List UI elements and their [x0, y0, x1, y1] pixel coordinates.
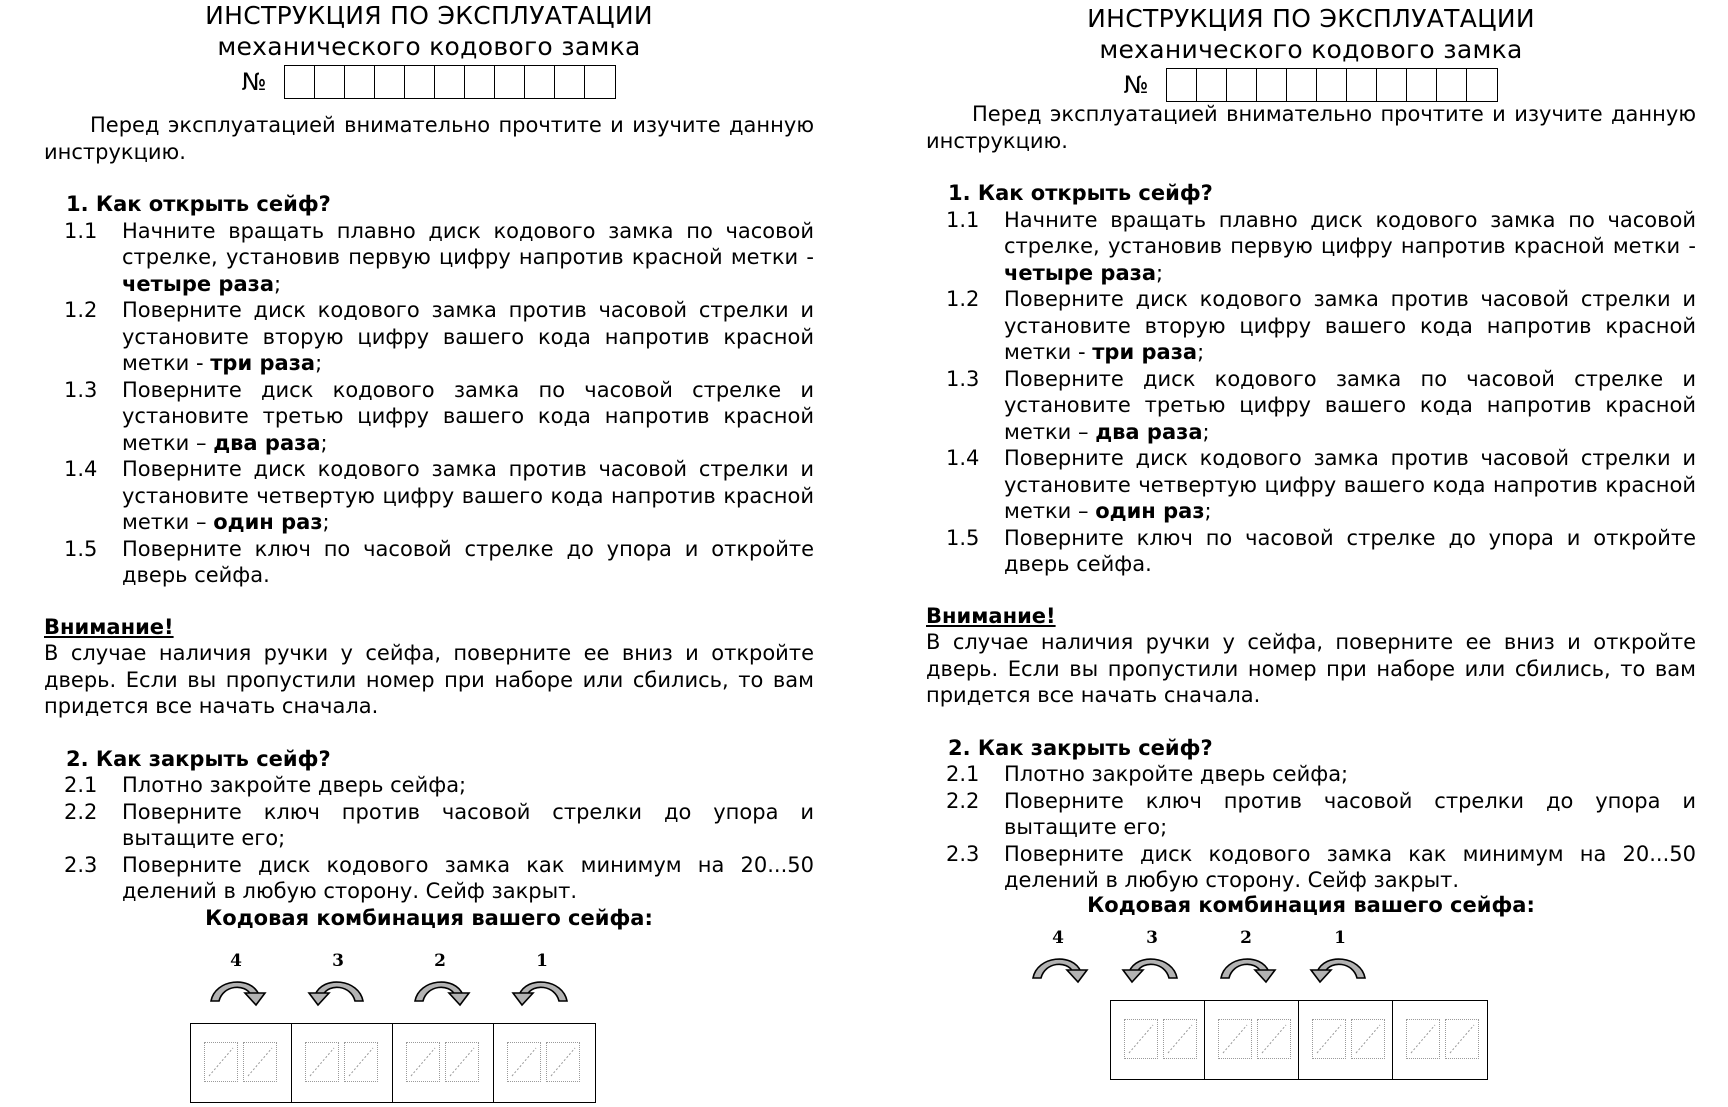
- digit-template-icon: [546, 1042, 580, 1082]
- list-item: [926, 788, 1696, 841]
- item-text: Плотно закройте дверь сейфа;: [1004, 762, 1349, 786]
- item-number: 2.1: [64, 773, 98, 797]
- item-text: Поверните ключ по часовой стрелке до упора и откройте дверь сейфа.: [122, 536, 814, 587]
- item-number: 2.2: [946, 788, 980, 813]
- item-text: Поверните ключ против часовой стрелки до упора и вытащите его;: [1004, 788, 1696, 839]
- code-digit-cell: [494, 1024, 595, 1102]
- item-text: Начните вращать плавно диск кодового замка по часовой стрелке, установив первую цифру напротив красной метки - четыре раза;: [1004, 207, 1696, 285]
- section-open-list: [926, 207, 1696, 578]
- dial-step-number: 4: [1052, 928, 1064, 948]
- list-item: [44, 799, 814, 852]
- warning-heading: Внимание!: [44, 614, 174, 639]
- intro-paragraph: Перед эксплуатацией внимательно прочтите и изучите данную инструкцию.: [926, 102, 1696, 153]
- digit-template-icon: [1351, 1019, 1385, 1059]
- code-digit-cell: [1393, 1001, 1487, 1079]
- dial-step-number: 3: [332, 951, 344, 971]
- item-number: 1.2: [64, 298, 98, 322]
- digit-template-icon: [445, 1042, 479, 1082]
- item-number: 1.4: [946, 446, 980, 470]
- item-number: 2.3: [64, 852, 98, 877]
- serial-digit-box: [555, 66, 585, 98]
- item-text: Поверните диск кодового замка по часовой стрелке и установите третью цифру вашего кода напротив красной метки – два раза;: [122, 377, 814, 455]
- code-digit-cell: [191, 1024, 292, 1102]
- digit-template-icon: [1312, 1019, 1346, 1059]
- item-number: 1.1: [64, 218, 98, 243]
- counterclockwise-arrow-icon: [1121, 950, 1183, 984]
- serial-number-boxes: [284, 65, 616, 99]
- section-open-list: [44, 218, 814, 589]
- serial-digit-box: [375, 66, 405, 98]
- intro-paragraph: Перед эксплуатацией внимательно прочтите и изучите данную инструкцию.: [44, 113, 814, 164]
- serial-digit-box: [345, 66, 375, 98]
- item-text: Поверните ключ против часовой стрелки до упора и вытащите его;: [122, 799, 814, 850]
- item-text: Поверните диск кодового замка как минимум на 20...50 делений в любую сторону. Сейф закрыт.: [1004, 841, 1696, 892]
- code-digit-grid: [190, 1023, 596, 1103]
- list-item: [926, 445, 1696, 525]
- dial-step-number: 2: [434, 951, 446, 971]
- list-item: [926, 286, 1696, 366]
- item-number: 1.3: [946, 366, 980, 391]
- list-item: [926, 761, 1696, 788]
- title-block: [44, 0, 814, 62]
- list-item: [44, 536, 814, 589]
- digit-template-icon: [507, 1042, 541, 1082]
- dial-step: [296, 951, 380, 1007]
- serial-digit-box: [1167, 69, 1197, 101]
- code-digit-cell: [1299, 1001, 1393, 1079]
- dial-step-number: 3: [1146, 928, 1158, 948]
- code-digit-cell: [292, 1024, 393, 1102]
- dial-step: [1110, 928, 1194, 984]
- list-item: [926, 525, 1696, 578]
- instruction-page-right: [926, 0, 1696, 1084]
- item-text: Плотно закройте дверь сейфа;: [122, 773, 467, 797]
- serial-digit-box: [585, 66, 615, 98]
- dial-step: [194, 951, 278, 1007]
- title-line-2: механического кодового замка: [1099, 35, 1523, 64]
- serial-digit-box: [1197, 69, 1227, 101]
- warning-heading: Внимание!: [926, 603, 1056, 628]
- item-number: 1.5: [64, 536, 98, 561]
- digit-template-icon: [243, 1042, 277, 1082]
- serial-digit-box: [1437, 69, 1467, 101]
- digit-template-icon: [305, 1042, 339, 1082]
- clockwise-arrow-icon: [205, 973, 267, 1007]
- instruction-page-left: [44, 0, 814, 1107]
- item-text: Поверните ключ по часовой стрелке до упора и откройте дверь сейфа.: [1004, 525, 1696, 576]
- list-item: [44, 772, 814, 799]
- title-line-1: ИНСТРУКЦИЯ ПО ЭКСПЛУАТАЦИИ: [1087, 4, 1535, 33]
- instruction-body: [926, 101, 1696, 918]
- counterclockwise-arrow-icon: [511, 973, 573, 1007]
- dial-step: [500, 951, 584, 1007]
- digit-template-icon: [204, 1042, 238, 1082]
- clockwise-arrow-icon: [1027, 950, 1089, 984]
- code-digit-cell: [393, 1024, 494, 1102]
- list-item: [44, 218, 814, 298]
- serial-digit-box: [285, 66, 315, 98]
- instruction-body: [44, 112, 814, 931]
- item-number: 2.3: [946, 841, 980, 866]
- digit-template-icon: [1445, 1019, 1479, 1059]
- item-text: Поверните диск кодового замка против часовой стрелки и установите четвертую цифру вашего кода напротив красной метки – один раз;: [1004, 446, 1696, 523]
- dial-step: [1204, 928, 1288, 984]
- counterclockwise-arrow-icon: [1309, 950, 1371, 984]
- list-item: [926, 366, 1696, 446]
- serial-digit-box: [1377, 69, 1407, 101]
- clockwise-arrow-icon: [1215, 950, 1277, 984]
- section-open-heading: 1. Как открыть сейф?: [66, 192, 331, 216]
- list-item: [926, 207, 1696, 287]
- serial-digit-box: [1257, 69, 1287, 101]
- digit-template-icon: [1257, 1019, 1291, 1059]
- section-close-list: [926, 761, 1696, 894]
- title-block: [926, 3, 1696, 65]
- combination-diagram: [44, 937, 814, 1107]
- serial-digit-box: [315, 66, 345, 98]
- item-number: 2.2: [64, 799, 98, 824]
- serial-digit-box: [1317, 69, 1347, 101]
- digit-template-icon: [344, 1042, 378, 1082]
- item-number: 1.3: [64, 377, 98, 402]
- code-digit-cell: [1205, 1001, 1299, 1079]
- title-line-1: ИНСТРУКЦИЯ ПО ЭКСПЛУАТАЦИИ: [205, 1, 653, 30]
- dial-step-number: 2: [1240, 928, 1252, 948]
- item-text: Поверните диск кодового замка как минимум на 20...50 делений в любую сторону. Сейф закрыт.: [122, 852, 814, 903]
- serial-number-label: №: [1123, 71, 1149, 99]
- serial-digit-box: [495, 66, 525, 98]
- serial-digit-box: [465, 66, 495, 98]
- item-number: 2.1: [946, 762, 980, 786]
- serial-digit-box: [405, 66, 435, 98]
- digit-template-icon: [1406, 1019, 1440, 1059]
- item-text: Поверните диск кодового замка против часовой стрелки и установите вторую цифру вашего кода напротив красной метки - три раза;: [1004, 287, 1696, 364]
- digit-template-icon: [1218, 1019, 1252, 1059]
- serial-digit-box: [1287, 69, 1317, 101]
- digit-template-icon: [1124, 1019, 1158, 1059]
- list-item: [44, 456, 814, 536]
- serial-digit-box: [1407, 69, 1437, 101]
- item-number: 1.2: [946, 287, 980, 311]
- combination-title: Кодовая комбинация вашего сейфа:: [1087, 892, 1535, 917]
- item-text: Начните вращать плавно диск кодового замка по часовой стрелке, установив первую цифру напротив красной метки - четыре раза;: [122, 218, 814, 296]
- warning-text: В случае наличия ручки у сейфа, поверните ее вниз и откройте дверь. Если вы пропустили номер при наборе или сбились, то вам придется все начать сначала.: [926, 630, 1696, 707]
- item-text: Поверните диск кодового замка против часовой стрелки и установите четвертую цифру вашего кода напротив красной метки – один раз;: [122, 457, 814, 534]
- serial-digit-box: [525, 66, 555, 98]
- item-number: 1.4: [64, 457, 98, 481]
- dial-step-number: 1: [1334, 928, 1346, 948]
- dial-step-number: 4: [230, 951, 242, 971]
- serial-number-row: [926, 67, 1696, 103]
- item-text: Поверните диск кодового замка против часовой стрелки и установите вторую цифру вашего кода напротив красной метки - три раза;: [122, 298, 814, 375]
- code-digit-grid: [1110, 1000, 1488, 1080]
- section-open-heading: 1. Как открыть сейф?: [948, 181, 1213, 205]
- combination-title: Кодовая комбинация вашего сейфа:: [205, 905, 653, 930]
- dial-step: [1016, 928, 1100, 984]
- section-close-heading: 2. Как закрыть сейф?: [66, 746, 331, 771]
- dial-step: [1298, 928, 1382, 984]
- serial-digit-box: [1227, 69, 1257, 101]
- code-digit-cell: [1111, 1001, 1205, 1079]
- list-item: [44, 297, 814, 377]
- warning-text: В случае наличия ручки у сейфа, поверните ее вниз и откройте дверь. Если вы пропустили номер при наборе или сбились, то вам придется все начать сначала.: [44, 641, 814, 718]
- serial-number-label: №: [241, 68, 267, 96]
- item-text: Поверните диск кодового замка по часовой стрелке и установите третью цифру вашего кода напротив красной метки – два раза;: [1004, 366, 1696, 444]
- counterclockwise-arrow-icon: [307, 973, 369, 1007]
- serial-digit-box: [1347, 69, 1377, 101]
- list-item: [44, 852, 814, 905]
- item-number: 1.5: [946, 525, 980, 550]
- dial-step-number: 1: [536, 951, 548, 971]
- section-close-heading: 2. Как закрыть сейф?: [948, 735, 1213, 760]
- list-item: [44, 377, 814, 457]
- serial-digit-box: [1467, 69, 1497, 101]
- dial-step: [398, 951, 482, 1007]
- digit-template-icon: [406, 1042, 440, 1082]
- section-close-list: [44, 772, 814, 905]
- serial-number-boxes: [1166, 68, 1498, 102]
- item-number: 1.1: [946, 207, 980, 232]
- digit-template-icon: [1163, 1019, 1197, 1059]
- serial-digit-box: [435, 66, 465, 98]
- combination-diagram: [926, 914, 1696, 1084]
- list-item: [926, 841, 1696, 894]
- title-line-2: механического кодового замка: [217, 32, 641, 61]
- clockwise-arrow-icon: [409, 973, 471, 1007]
- serial-number-row: [44, 64, 814, 100]
